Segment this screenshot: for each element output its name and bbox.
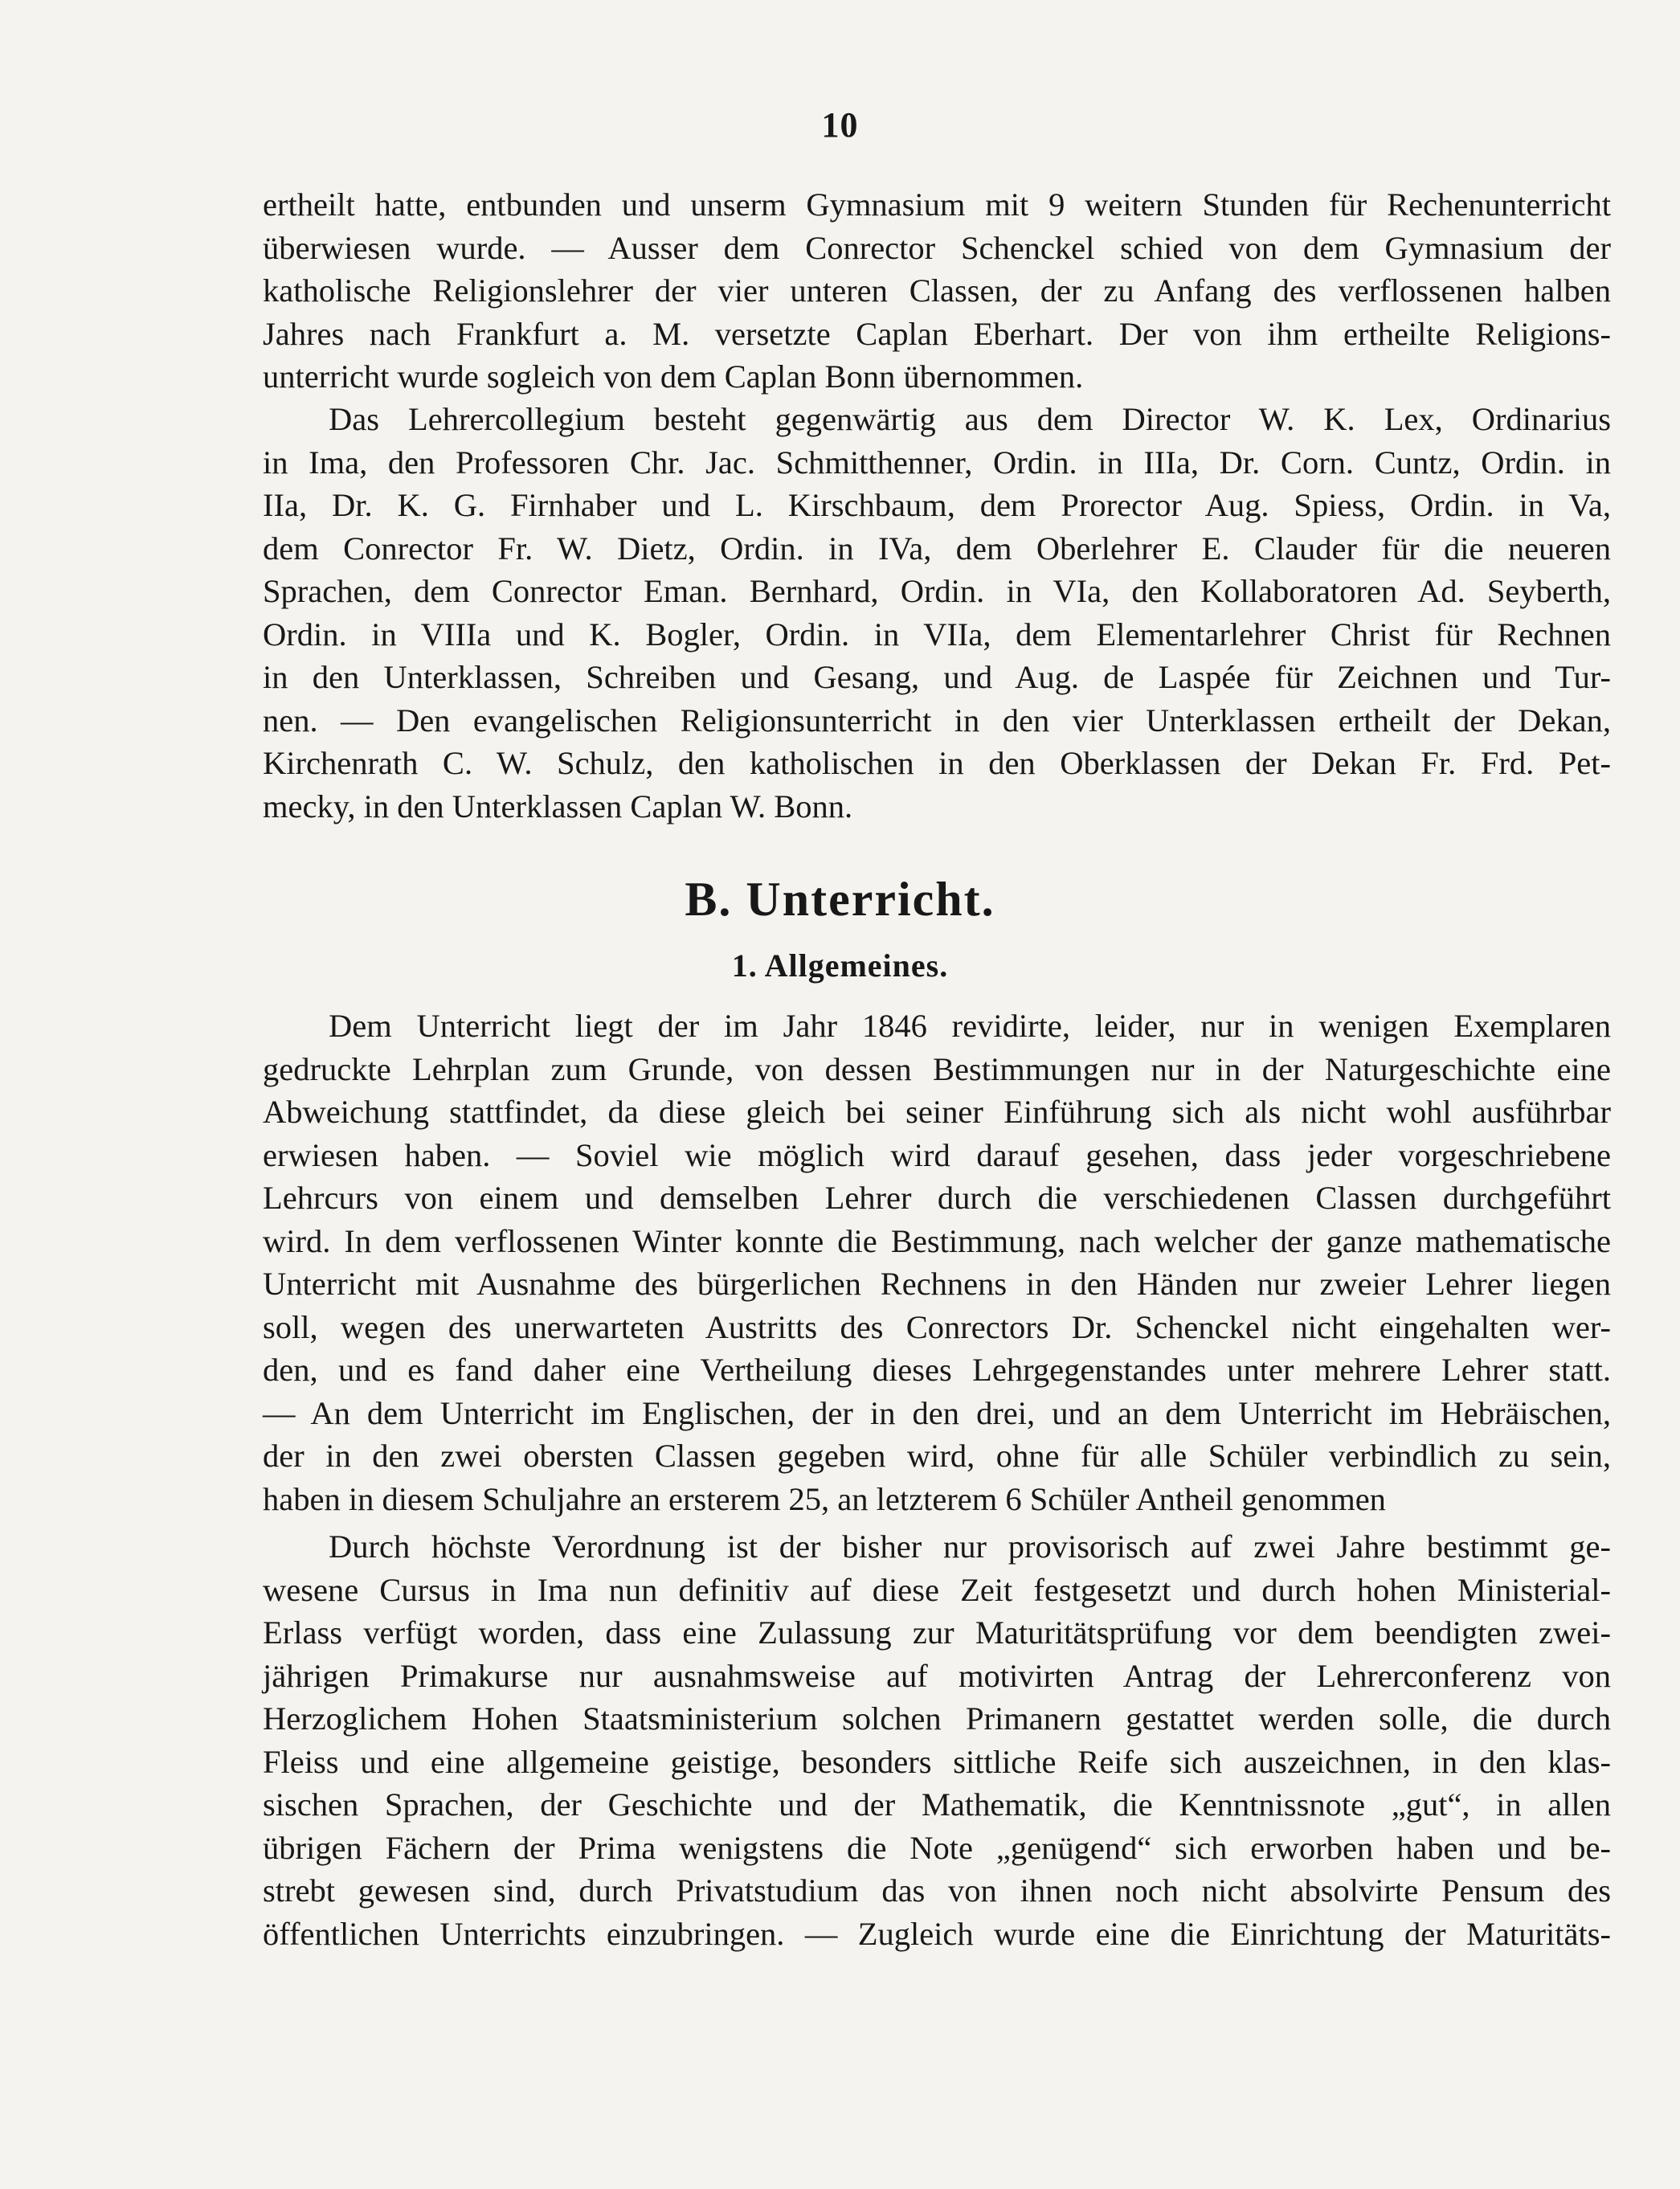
text-line: Unterricht mit Ausnahme des bürgerlichen Rechnens in den Händen nur zweier Lehrer liegen xyxy=(263,1266,1611,1302)
text-line: sischen Sprachen, der Geschichte und der Mathematik, die Kenntnissnote „gut“, in allen xyxy=(263,1786,1611,1823)
text-line: Jahres nach Frankfurt a. M. versetzte Caplan Eberhart. Der von ihm ertheilte Religions- xyxy=(263,315,1611,352)
text-line: unterricht wurde sogleich von dem Caplan Bonn übernommen. xyxy=(263,358,1084,395)
text-line: überwiesen wurde. — Ausser dem Conrector Schenckel schied von dem Gymnasium der xyxy=(263,229,1611,266)
text-line: katholische Religionslehrer der vier unteren Classen, der zu Anfang des verflossenen halben xyxy=(263,272,1611,309)
paragraph-maturity-exam xyxy=(263,1525,1611,1955)
text-line: der in den zwei obersten Classen gegeben wird, ohne für alle Schüler verbindlich zu sein, xyxy=(263,1438,1611,1474)
section-heading: B. Unterricht. xyxy=(685,873,995,926)
text-line: wesene Cursus in Ima nun definitiv auf diese Zeit festgesetzt und durch hohen Ministerial- xyxy=(263,1571,1611,1608)
text-line: Ordin. in VIIIa und K. Bogler, Ordin. in VIIa, dem Elementarlehrer Christ für Rechnen xyxy=(263,616,1611,653)
text-line: Fleiss und eine allgemeine geistige, besonders sittliche Reife sich auszeichnen, in den klas- xyxy=(263,1743,1611,1780)
text-line: — An dem Unterricht im Englischen, der in den drei, und an dem Unterricht im Hebräischen, xyxy=(263,1394,1611,1431)
paragraph-teacher-changes xyxy=(263,183,1611,399)
paragraph-teaching-staff xyxy=(263,398,1611,828)
text-line: übrigen Fächern der Prima wenigstens die Note „genügend“ sich erworben haben und be- xyxy=(263,1829,1611,1866)
text-line: öffentlichen Unterrichts einzubringen. — Zugleich wurde eine die Einrichtung der Maturitäts- xyxy=(263,1915,1611,1952)
text-line: Erlass verfügt worden, dass eine Zulassung zur Maturitätsprüfung vor dem beendigten zwei- xyxy=(263,1614,1611,1651)
text-line: Lehrcurs von einem und demselben Lehrer durch die verschiedenen Classen durchgeführt xyxy=(263,1180,1611,1216)
page-number: 10 xyxy=(821,105,859,145)
text-line: Herzoglichem Hohen Staatsministerium solchen Primanern gestattet werden solle, die durch xyxy=(263,1700,1611,1737)
subsection-heading: 1. Allgemeines. xyxy=(731,947,949,984)
text-line: in Ima, den Professoren Chr. Jac. Schmitthenner, Ordin. in IIIa, Dr. Corn. Cuntz, Ordin. in xyxy=(263,444,1611,481)
paragraph-curriculum xyxy=(263,1004,1611,1520)
text-line: strebt gewesen sind, durch Privatstudium das von ihnen noch nicht absolvirte Pensum des xyxy=(263,1872,1611,1909)
text-line: den, und es fand daher eine Vertheilung dieses Lehrgegenstandes unter mehrere Lehrer statt. xyxy=(263,1352,1611,1388)
text-line: Sprachen, dem Conrector Eman. Bernhard, Ordin. in VIa, den Kollaboratoren Ad. Seyberth, xyxy=(263,573,1611,609)
text-line: in den Unterklassen, Schreiben und Gesang, und Aug. de Laspée für Zeichnen und Tur- xyxy=(263,659,1611,695)
text-line: wird. In dem verflossenen Winter konnte die Bestimmung, nach welcher der ganze mathematische xyxy=(263,1222,1611,1259)
text-line: Kirchenrath C. W. Schulz, den katholischen in den Oberklassen der Dekan Fr. Frd. Pet- xyxy=(263,745,1611,781)
text-line: IIa, Dr. K. G. Firnhaber und L. Kirschbaum, dem Prorector Aug. Spiess, Ordin. in Va, xyxy=(263,487,1611,523)
text-line: nen. — Den evangelischen Religionsunterricht in den vier Unterklassen ertheilt der Dekan, xyxy=(263,702,1611,739)
text-line: erwiesen haben. — Soviel wie möglich wird darauf gesehen, dass jeder vorgeschriebene xyxy=(263,1136,1611,1173)
text-line: ertheilt hatte, entbunden und unserm Gymnasium mit 9 weitern Stunden für Rechenunterricht xyxy=(263,186,1611,223)
text-line: soll, wegen des unerwarteten Austritts des Conrectors Dr. Schenckel nicht eingehalten wer- xyxy=(263,1308,1611,1345)
text-line: Durch höchste Verordnung ist der bisher nur provisorisch auf zwei Jahre bestimmt ge- xyxy=(329,1528,1611,1565)
text-line: gedruckte Lehrplan zum Grunde, von dessen Bestimmungen nur in der Naturgeschichte eine xyxy=(263,1050,1611,1087)
text-line: dem Conrector Fr. W. Dietz, Ordin. in IVa, dem Oberlehrer E. Clauder für die neueren xyxy=(263,530,1611,567)
text-line: Dem Unterricht liegt der im Jahr 1846 revidirte, leider, nur in wenigen Exemplaren xyxy=(329,1008,1611,1044)
text-line: jährigen Primakurse nur ausnahmsweise auf motivirten Antrag der Lehrerconferenz von xyxy=(263,1657,1611,1694)
text-line: Das Lehrercollegium besteht gegenwärtig aus dem Director W. K. Lex, Ordinarius xyxy=(329,401,1611,437)
text-line: haben in diesem Schuljahre an ersterem 25, an letzterem 6 Schüler Antheil genommen xyxy=(263,1480,1386,1517)
text-line: Abweichung stattfindet, da diese gleich bei seiner Einführung sich als nicht wohl ausführbar xyxy=(263,1094,1611,1130)
text-line: mecky, in den Unterklassen Caplan W. Bonn. xyxy=(263,788,853,824)
